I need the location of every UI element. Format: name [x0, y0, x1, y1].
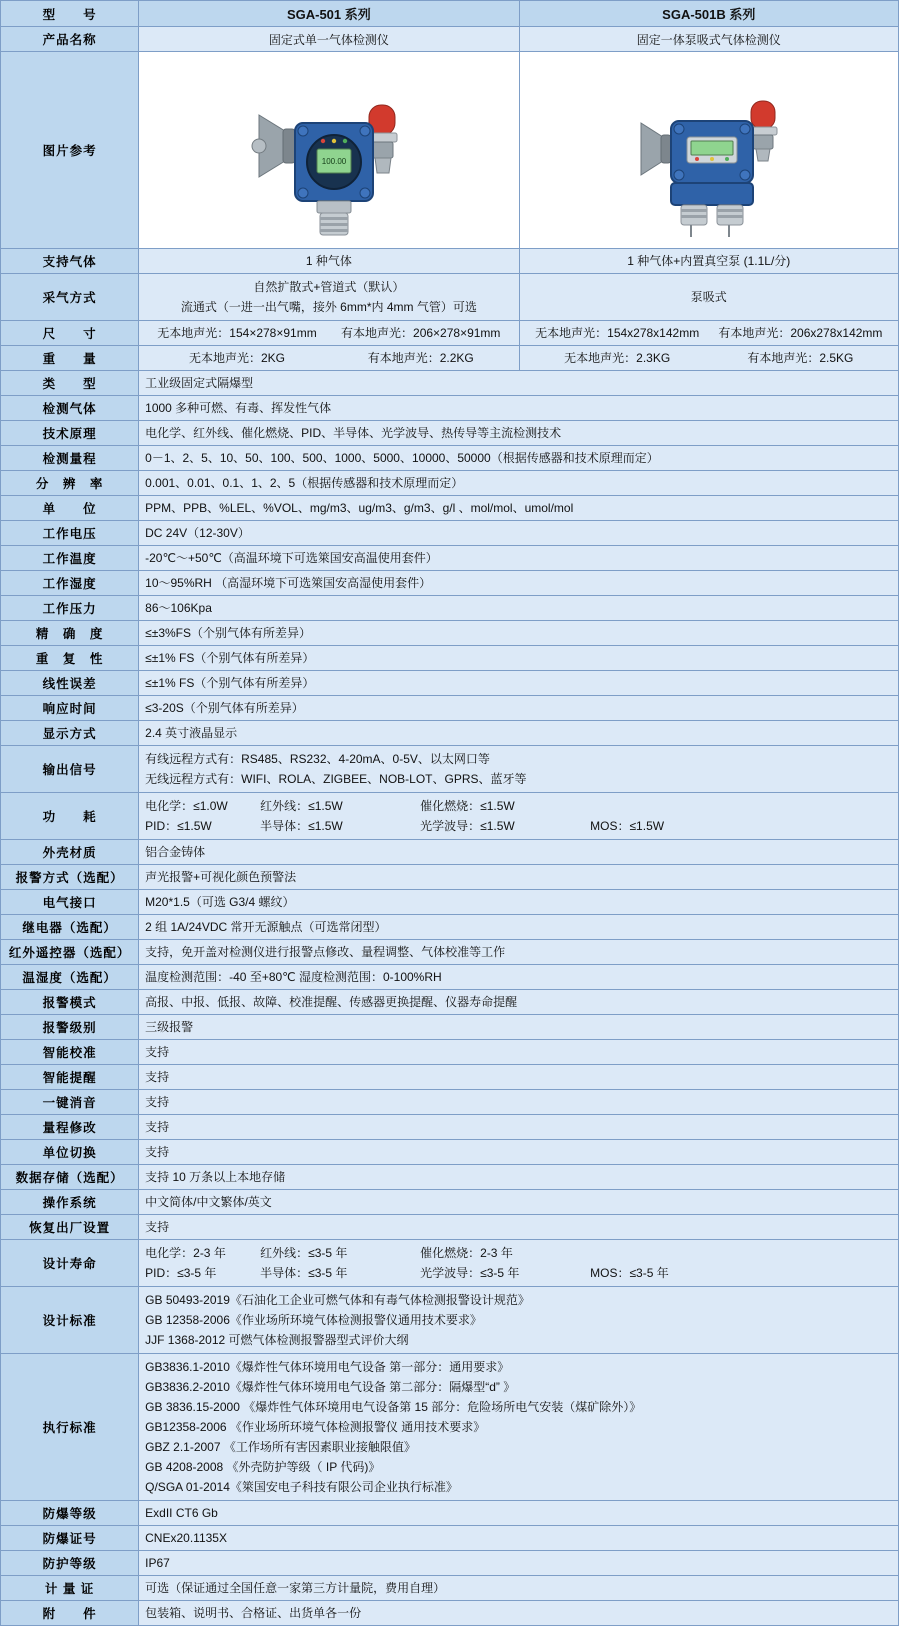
type-value: 工业级固定式隔爆型 — [139, 371, 899, 396]
execution-standard-line: GB3836.2-2010《爆炸性气体环境用电气设备 第二部分：隔爆型“d” 》 — [145, 1380, 516, 1394]
product-image-b — [526, 56, 892, 244]
row-label-one-key-mute: 一键消音 — [1, 1090, 139, 1115]
row-label-display: 显示方式 — [1, 721, 139, 746]
row-label-ir-remote: 红外遥控器（选配） — [1, 940, 139, 965]
table-row — [1, 990, 899, 1015]
power-infrared: 红外线：≤1.5W — [260, 799, 343, 813]
table-row — [1, 496, 899, 521]
model-a-header: SGA-501 系列 — [139, 1, 519, 27]
table-row — [1, 1015, 899, 1040]
row-label-ex-certificate: 防爆证号 — [1, 1526, 139, 1551]
execution-standard-line: Q/SGA 01-2014《箂国安电子科技有限公司企业执行标准》 — [145, 1480, 458, 1494]
weight-b-2: 有本地声光：2.5KG — [747, 351, 854, 365]
power-row-2 — [145, 816, 892, 836]
design-standard-line: JJF 1368-2012 可燃气体检测报警器型式评价大纲 — [145, 1333, 409, 1347]
principle-value: 电化学、红外线、催化燃烧、PID、半导体、光学波导、热传导等主流检测技术 — [139, 421, 899, 446]
power-catalytic: 催化燃烧：≤1.5W — [420, 799, 515, 813]
table-row — [1, 1140, 899, 1165]
design-lifetime-value — [139, 1240, 899, 1287]
weight-a — [139, 346, 519, 371]
size-a-1: 无本地声光：154×278×91mm — [157, 326, 317, 340]
table-row — [1, 521, 899, 546]
row-label-alarm-modes: 报警模式 — [1, 990, 139, 1015]
row-label-principle: 技术原理 — [1, 421, 139, 446]
operating-system-value: 中文简体/中文繁体/英文 — [139, 1190, 899, 1215]
lifetime-optical: 光学波导：≤3-5 年 — [420, 1266, 520, 1280]
lifetime-row-2 — [145, 1263, 892, 1283]
table-row — [1, 346, 899, 371]
table-row — [1, 1065, 899, 1090]
row-label-factory-reset: 恢复出厂设置 — [1, 1215, 139, 1240]
power-electrochemical: 电化学：≤1.0W — [145, 799, 228, 813]
table-row — [1, 1115, 899, 1140]
row-label-detect-gas: 检测气体 — [1, 396, 139, 421]
table-row — [1, 421, 899, 446]
table-row — [1, 865, 899, 890]
unit-switch-value: 支持 — [139, 1140, 899, 1165]
svg-text:100.00: 100.00 — [321, 157, 347, 166]
table-row — [1, 890, 899, 915]
table-row — [1, 321, 899, 346]
row-label-pressure: 工作压力 — [1, 596, 139, 621]
output-signal-value — [139, 746, 899, 793]
power-blank-1 — [590, 797, 710, 815]
row-label-range: 检测量程 — [1, 446, 139, 471]
table-row — [1, 915, 899, 940]
row-label-voltage: 工作电压 — [1, 521, 139, 546]
table-row — [1, 1215, 899, 1240]
table-row — [1, 396, 899, 421]
temperature-value: -20℃～+50℃（高温环境下可选箂国安高温使用套件） — [139, 546, 899, 571]
ir-remote-value: 支持，免开盖对检测仪进行报警点修改、量程调整、气体校准等工作 — [139, 940, 899, 965]
range-value: 0－1、2、5、10、50、100、500、1000、5000、10000、50000（根据传感器和技术原理而定） — [139, 446, 899, 471]
table-row — [1, 621, 899, 646]
table-row — [1, 249, 899, 274]
output-wireless: 无线远程方式有：WIFI、ROLA、ZIGBEE、NOB-LOT、GPRS、蓝牙等 — [145, 772, 527, 786]
resolution-value: 0.001、0.01、0.1、1、2、5（根据传感器和技术原理而定） — [139, 471, 899, 496]
sampling-a-line2: 流通式（一进一出气嘴，接外 6mm*内 4mm 气管）可选 — [180, 300, 477, 314]
table-row — [1, 596, 899, 621]
ex-certificate-value: CNEx20.1135X — [139, 1526, 899, 1551]
power-row-1 — [145, 796, 892, 816]
table-row — [1, 646, 899, 671]
weight-a-2: 有本地声光：2.2KG — [367, 351, 474, 365]
row-label-repeatability: 重 复 性 — [1, 646, 139, 671]
size-a — [139, 321, 519, 346]
product-name-b: 固定一体泵吸式气体检测仪 — [519, 27, 898, 52]
voltage-value: DC 24V（12-30V） — [139, 521, 899, 546]
execution-standard-line: GB12358-2006 《作业场所环境气体检测报警仪 通用技术要求》 — [145, 1420, 486, 1434]
table-row — [1, 1040, 899, 1065]
power-mos: MOS：≤1.5W — [590, 819, 665, 833]
row-label-power: 功 耗 — [1, 793, 139, 840]
row-label-support-gas: 支持气体 — [1, 249, 139, 274]
execution-standard-line: GBZ 2.1-2007 《工作场所有害因素职业接触限值》 — [145, 1440, 416, 1454]
table-row — [1, 793, 899, 840]
response-time-value: ≤3-20S（个别气体有所差异） — [139, 696, 899, 721]
table-row — [1, 696, 899, 721]
power-pid: PID：≤1.5W — [145, 819, 212, 833]
execution-standard-line: GB3836.1-2010《爆炸性气体环境用电气设备 第一部分：通用要求》 — [145, 1360, 510, 1374]
row-label-product-name: 产品名称 — [1, 27, 139, 52]
row-label-alarm-levels: 报警级别 — [1, 1015, 139, 1040]
table-row — [1, 27, 899, 52]
accuracy-value: ≤±3%FS（个别气体有所差异） — [139, 621, 899, 646]
alarm-method-value: 声光报警+可视化颜色预警法 — [139, 865, 899, 890]
table-row — [1, 1190, 899, 1215]
row-label-accessories: 附 件 — [1, 1601, 139, 1626]
table-row — [1, 371, 899, 396]
row-label-linearity: 线性误差 — [1, 671, 139, 696]
alarm-levels-value: 三级报警 — [139, 1015, 899, 1040]
table-row — [1, 446, 899, 471]
table-row — [1, 671, 899, 696]
detect-gas-value: 1000 多种可燃、有毒、挥发性气体 — [139, 396, 899, 421]
alarm-modes-value: 高报、中报、低报、故障、校准提醒、传感器更换提醒、仪器寿命提醒 — [139, 990, 899, 1015]
table-row — [1, 1551, 899, 1576]
row-label-size: 尺 寸 — [1, 321, 139, 346]
smart-reminder-value: 支持 — [139, 1065, 899, 1090]
electrical-interface-value: M20*1.5（可选 G3/4 螺纹） — [139, 890, 899, 915]
weight-a-1: 无本地声光：2KG — [188, 351, 285, 365]
accessories-value: 包装箱、说明书、合格证、出货单各一份 — [139, 1601, 899, 1626]
lifetime-electrochemical: 电化学：2-3 年 — [145, 1246, 226, 1260]
row-label-model: 型 号 — [1, 1, 139, 27]
product-name-a: 固定式单一气体检测仪 — [139, 27, 519, 52]
execution-standard-line: GB 3836.15-2000 《爆炸性气体环境用电气设备第 15 部分：危险场所电气安装（煤矿除外）》 — [145, 1400, 642, 1414]
shell-material-value: 铝合金铸体 — [139, 840, 899, 865]
row-label-design-lifetime: 设计寿命 — [1, 1240, 139, 1287]
table-row — [1, 571, 899, 596]
size-b-1: 无本地声光：154x278x142mm — [535, 326, 700, 340]
table-row — [1, 1, 899, 27]
sampling-a — [139, 274, 519, 321]
product-image-a-cell — [139, 52, 519, 249]
design-standard-line: GB 12358-2006《作业场所环境气体检测报警仪通用技术要求》 — [145, 1313, 482, 1327]
table-row — [1, 274, 899, 321]
pressure-value: 86～106Kpa — [139, 596, 899, 621]
metering-certificate-value: 可选（保证通过全国任意一家第三方计量院，费用自理） — [139, 1576, 899, 1601]
row-label-execution-standard: 执行标准 — [1, 1354, 139, 1501]
support-gas-a: 1 种气体 — [139, 249, 519, 274]
lifetime-pid: PID：≤3-5 年 — [145, 1266, 217, 1280]
size-a-2: 有本地声光：206×278×91mm — [341, 326, 501, 340]
lifetime-infrared: 红外线：≤3-5 年 — [260, 1246, 348, 1260]
row-label-data-storage: 数据存储（选配） — [1, 1165, 139, 1190]
repeatability-value: ≤±1% FS（个别气体有所差异） — [139, 646, 899, 671]
table-row — [1, 1501, 899, 1526]
size-b-2: 有本地声光：206x278x142mm — [718, 326, 883, 340]
unit-value: PPM、PPB、%LEL、%VOL、mg/m3、ug/m3、g/m3、g/l 、mol/mol、umol/mol — [139, 496, 899, 521]
humidity-value: 10～95%RH （高湿环境下可选箂国安高湿使用套件） — [139, 571, 899, 596]
size-b — [519, 321, 898, 346]
range-modify-value: 支持 — [139, 1115, 899, 1140]
row-label-smart-calibration: 智能校准 — [1, 1040, 139, 1065]
smart-calibration-value: 支持 — [139, 1040, 899, 1065]
ip-rating-value: IP67 — [139, 1551, 899, 1576]
lifetime-row-1 — [145, 1243, 892, 1263]
row-label-ex-proof-level: 防爆等级 — [1, 1501, 139, 1526]
row-label-unit: 单 位 — [1, 496, 139, 521]
lifetime-semiconductor: 半导体：≤3-5 年 — [260, 1266, 348, 1280]
table-row — [1, 52, 899, 249]
sampling-a-line1: 自然扩散式+管道式（默认） — [253, 280, 405, 294]
table-row — [1, 965, 899, 990]
table-row — [1, 721, 899, 746]
row-label-image-reference: 图片参考 — [1, 52, 139, 249]
row-label-alarm-method: 报警方式（选配） — [1, 865, 139, 890]
ex-proof-level-value: ExdII CT6 Gb — [139, 1501, 899, 1526]
weight-b-1: 无本地声光：2.3KG — [564, 351, 671, 365]
table-row — [1, 471, 899, 496]
one-key-mute-value: 支持 — [139, 1090, 899, 1115]
row-label-electrical-interface: 电气接口 — [1, 890, 139, 915]
table-row — [1, 546, 899, 571]
product-image-a — [145, 56, 512, 244]
row-label-weight: 重 量 — [1, 346, 139, 371]
row-label-relay: 继电器（选配） — [1, 915, 139, 940]
output-wired: 有线远程方式有：RS485、RS232、4-20mA、0-5V、以太网口等 — [145, 752, 490, 766]
lifetime-blank-1 — [590, 1244, 710, 1262]
row-label-response-time: 响应时间 — [1, 696, 139, 721]
data-storage-value: 支持 10 万条以上本地存储 — [139, 1165, 899, 1190]
sampling-b: 泵吸式 — [519, 274, 898, 321]
row-label-temperature: 工作温度 — [1, 546, 139, 571]
row-label-output-signal: 输出信号 — [1, 746, 139, 793]
table-row — [1, 746, 899, 793]
row-label-resolution: 分 辨 率 — [1, 471, 139, 496]
table-row — [1, 1526, 899, 1551]
table-row — [1, 1576, 899, 1601]
factory-reset-value: 支持 — [139, 1215, 899, 1240]
row-label-type: 类 型 — [1, 371, 139, 396]
linearity-value: ≤±1% FS（个别气体有所差异） — [139, 671, 899, 696]
relay-value: 2 组 1A/24VDC 常开无源触点（可选常闭型） — [139, 915, 899, 940]
row-label-temp-humidity-option: 温湿度（选配） — [1, 965, 139, 990]
row-label-smart-reminder: 智能提醒 — [1, 1065, 139, 1090]
table-row — [1, 1287, 899, 1354]
table-row — [1, 1240, 899, 1287]
product-image-b-cell — [519, 52, 898, 249]
design-standard-value — [139, 1287, 899, 1354]
table-row — [1, 1090, 899, 1115]
power-optical: 光学波导：≤1.5W — [420, 819, 515, 833]
table-row — [1, 1601, 899, 1626]
row-label-unit-switch: 单位切换 — [1, 1140, 139, 1165]
row-label-shell-material: 外壳材质 — [1, 840, 139, 865]
display-value: 2.4 英寸液晶显示 — [139, 721, 899, 746]
table-row — [1, 1165, 899, 1190]
row-label-accuracy: 精 确 度 — [1, 621, 139, 646]
row-label-design-standard: 设计标准 — [1, 1287, 139, 1354]
weight-b — [519, 346, 898, 371]
row-label-ip-rating: 防护等级 — [1, 1551, 139, 1576]
table-row — [1, 1354, 899, 1501]
power-semiconductor: 半导体：≤1.5W — [260, 819, 343, 833]
lifetime-mos: MOS：≤3-5 年 — [590, 1266, 669, 1280]
table-row — [1, 840, 899, 865]
temp-humidity-option-value: 温度检测范围：-40 至+80℃ 湿度检测范围：0-100%RH — [139, 965, 899, 990]
row-label-metering-certificate: 计 量 证 — [1, 1576, 139, 1601]
row-label-operating-system: 操作系统 — [1, 1190, 139, 1215]
execution-standard-value — [139, 1354, 899, 1501]
design-standard-line: GB 50493-2019《石油化工企业可燃气体和有毒气体检测报警设计规范》 — [145, 1293, 530, 1307]
row-label-humidity: 工作湿度 — [1, 571, 139, 596]
power-value — [139, 793, 899, 840]
model-b-header: SGA-501B 系列 — [519, 1, 898, 27]
lifetime-catalytic: 催化燃烧：2-3 年 — [420, 1246, 513, 1260]
table-row — [1, 940, 899, 965]
support-gas-b: 1 种气体+内置真空泵 (1.1L/分) — [519, 249, 898, 274]
row-label-sampling: 采气方式 — [1, 274, 139, 321]
execution-standard-line: GB 4208-2008 《外壳防护等级（ IP 代码)》 — [145, 1460, 381, 1474]
row-label-range-modify: 量程修改 — [1, 1115, 139, 1140]
